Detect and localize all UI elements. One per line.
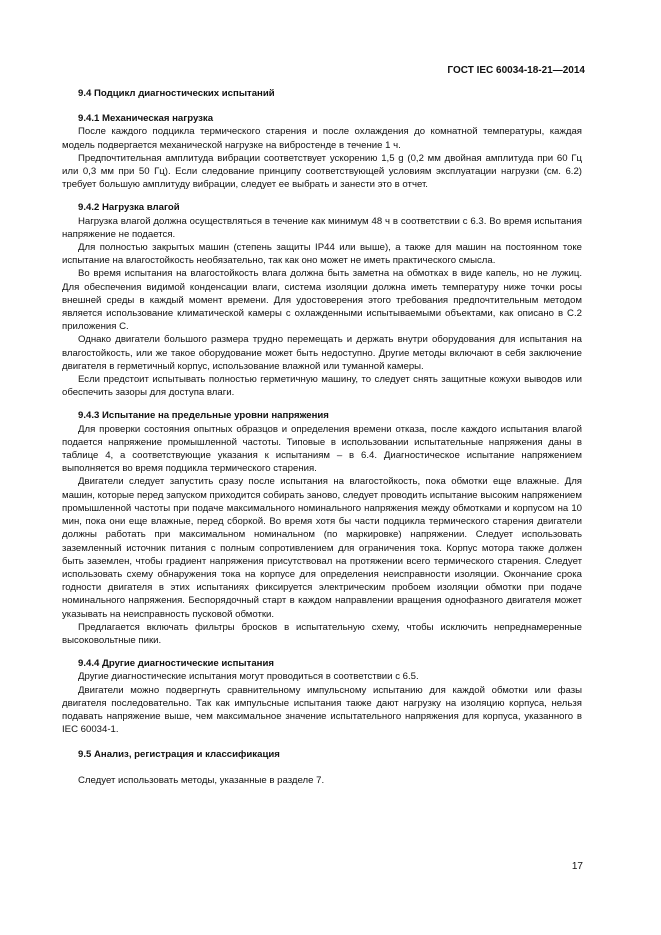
subsection-title-9-4-2: 9.4.2 Нагрузка влагой <box>78 202 180 214</box>
paragraph: Во время испытания на влагостойкость влага должна быть заметна на обмотках в виде капель, но не лужиц. Для обеспечения видимой конденсации влаги, система изоляции должна иметь температуру ниже точки росы внешней среды в каждый момент времени. Для удостоверения этого требования предпочтительным методом является использование климатической камеры с охлажденными испытываемыми объектами, как описано в С.2 приложения С. <box>62 268 582 333</box>
paragraph: Предпочтительная амплитуда вибрации соответствует ускорению 1,5 g (0,2 мм двойная амплитуда при 60 Гц или 0,3 мм при 50 Гц). Если следование принципу соответствующей условиям эксплуатации нагрузки (см. 6.2) требует большую амплитуду вибрации, следует ее выбрать и занести это в отчет. <box>62 152 582 191</box>
section-title-9-4: 9.4 Подцикл диагностических испытаний <box>78 88 275 99</box>
page-content <box>62 87 582 787</box>
paragraph: После каждого подцикла термического старения и после охлаждения до комнатной температуры, каждая модель подвергается механической нагрузке на вибростенде в течение 1 ч. <box>62 126 582 151</box>
paragraph: Следует использовать методы, указанные в разделе 7. <box>78 774 325 786</box>
paragraph: Другие диагностические испытания могут проводиться в соответствии с 6.5. <box>78 671 419 683</box>
section-title-9-5: 9.5 Анализ, регистрация и классификация <box>78 749 280 761</box>
paragraph: Для полностью закрытых машин (степень защиты IP44 или выше), а также для машин на постоянном токе испытание на влагостойкость необязательно, так как оно может не иметь практического смысла. <box>62 242 582 267</box>
paragraph: Нагрузка влагой должна осуществляться в течение как минимум 48 ч в соответствии с 6.3. Во время испытания напряжение не подается. <box>62 215 582 240</box>
paragraph: Для проверки состояния опытных образцов и определения времени отказа, после каждого испытания влагой подается напряжение промышленной частоты. Типовые в использовании испытательные напряжения даны в таблице 4, а соответствующие указания к испытаниям – в 6.4. Диагностическое испытание напряжением выполняется во время подцикла термического старения. <box>62 423 582 475</box>
subsection-title-9-4-1: 9.4.1 Механическая нагрузка <box>78 113 214 125</box>
paragraph: Однако двигатели большого размера трудно перемещать и держать внутри оборудования для испытания на влагостойкость, или же такое оборудование может быть недоступно. Другие методы включают в себя заключение двигателя в герметичный корпус, использование влажной или туманной камеры. <box>62 334 582 372</box>
page-number: 17 <box>571 861 583 872</box>
standard-code-header: ГОСТ IEC 60034-18-21—2014 <box>447 65 585 76</box>
subsection-title-9-4-4: 9.4.4 Другие диагностические испытания <box>78 658 274 670</box>
paragraph: Двигатели можно подвергнуть сравнительному импульсному испытанию для каждой обмотки или фазы двигателя последовательно. Так как импульсные испытания также дают нагрузку на изоляцию корпуса, нельзя подавать напряжение выше, чем максимальное значение испытательного напряжения для корпуса, указанного в IEC 60034-1. <box>62 684 582 736</box>
paragraph: Двигатели следует запустить сразу после испытания на влагостойкость, пока обмотки еще влажные. Для машин, которые перед запуском приходится собирать заново, следует проводить испытание высоким напряжением промышленной частоты при подаче максимального номинального напряжения между обмотками и корпусом на 10 мин, пока они еще влажные, перед сборкой. Во время хотя бы части подцикла термического старения двигатели должны работать при максимальном номинальном (по маркировке) напряжении. Следует использовать заземленный источник питания с полным сопротивлением для ограничения тока. Корпус мотора также должен быть заземлен, чтобы градиент напряжения присутствовал на протяжении всего термического старения. Следует использовать схему обнаружения тока на корпусе для определения неисправности изоляции. Окончание срока годности двигателя в этих испытаниях фиксируется электрическим пробоем изоляции обмотки при подаче номинального напряжения. Беспорядочный старт в каждом направлении вращения однофазного двигателя может указывать на неисправность пусковой обмотки. <box>62 476 582 620</box>
paragraph: Предлагается включать фильтры бросков в испытательную схему, чтобы исключить непреднамеренные высоковольтные пики. <box>62 621 582 646</box>
paragraph: Если предстоит испытывать полностью герметичную машину, то следует снять защитные кожухи выводов или обеспечить зазоры для доступа влаги. <box>62 374 582 399</box>
subsection-title-9-4-3: 9.4.3 Испытание на предельные уровни напряжения <box>78 410 329 422</box>
